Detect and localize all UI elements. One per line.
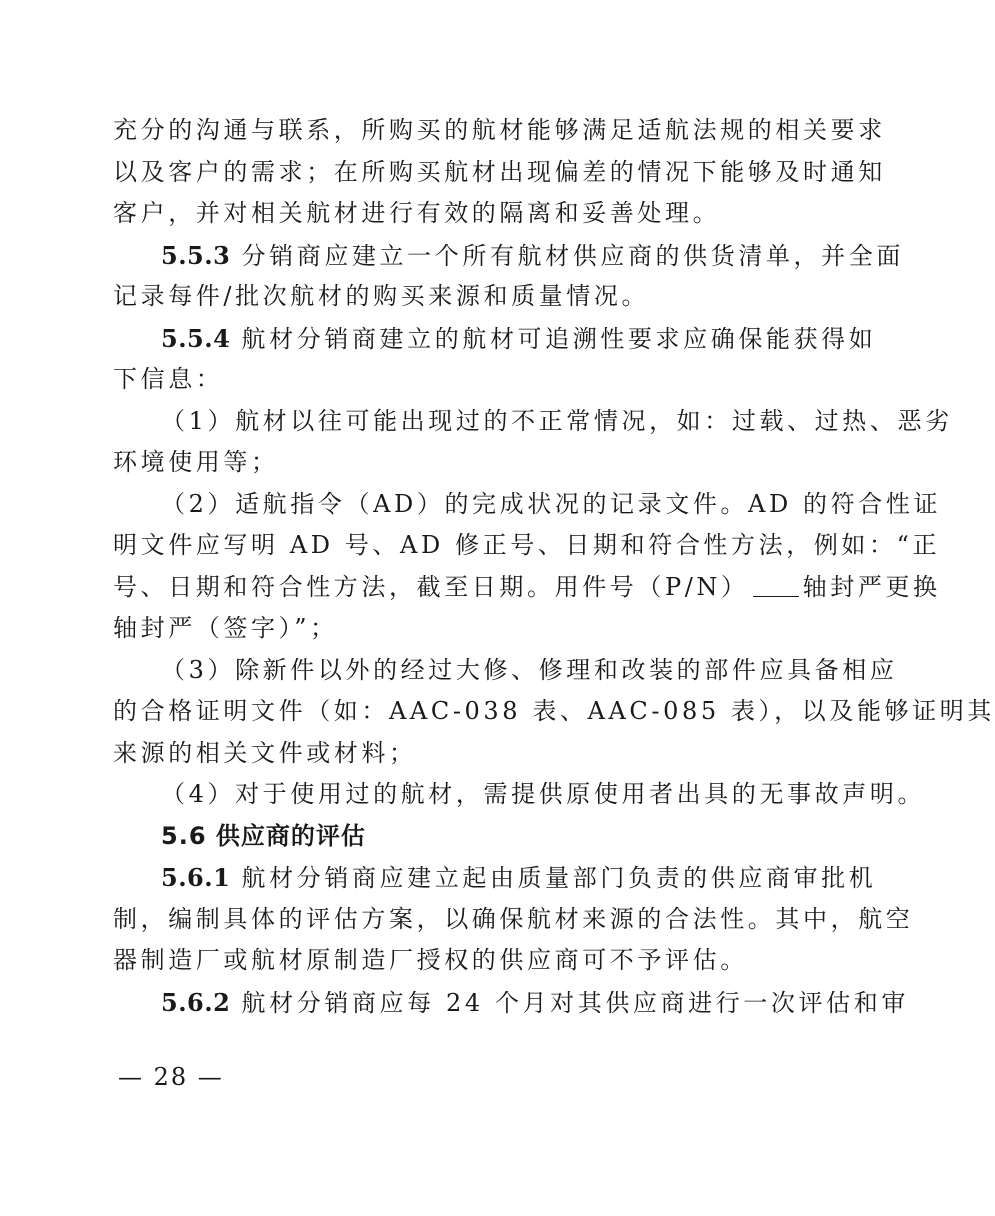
line-text: 轴封严更换: [802, 572, 941, 601]
paragraph-line: 下信息：: [113, 365, 224, 393]
paragraph-line: 制，编制具体的评估方案，以确保航材来源的合法性。其中，航空: [113, 904, 914, 933]
list-item-3: （3）除新件以外的经过大修、修理和改装的部件应具备相应: [161, 655, 898, 684]
clause-number: 5.5.3: [161, 240, 231, 270]
clause-5-5-3: [113, 235, 904, 277]
paragraph-line: 轴封严（签字）”；: [113, 614, 338, 642]
clause-number: 5.6.1: [161, 863, 231, 892]
paragraph-line: 以及客户的需求；在所购买航材出现偏差的情况下能够及时通知: [113, 157, 886, 186]
paragraph-line: 的合格证明文件（如：AAC-038 表、AAC-085 表），以及能够证明其: [113, 697, 995, 725]
clause-5-5-4: [113, 318, 877, 360]
paragraph-line: [113, 567, 941, 609]
clause-text: 分销商应建立一个所有航材供应商的供货清单，并全面: [230, 241, 904, 270]
paragraph-line: 客户，并对相关航材进行有效的隔离和妥善处理。: [113, 199, 721, 227]
clause-number: 5.5.4: [161, 323, 231, 353]
fill-in-blank: [753, 574, 799, 597]
paragraph-line: 来源的相关文件或材料；: [113, 738, 417, 767]
section-heading: 5.6 供应商的评估: [161, 821, 366, 850]
paragraph-line: 环境使用等；: [113, 448, 279, 476]
paragraph-line: 记录每件/批次航材的购买来源和质量情况。: [113, 282, 650, 310]
paragraph-line: 明文件应写明 AD 号、AD 修正号、日期和符合性方法，例如：“正: [113, 531, 941, 559]
clause-5-6-1: [113, 857, 877, 899]
paragraph-line: 充分的沟通与联系，所购买的航材能够满足适航法规的相关要求: [113, 116, 886, 144]
list-item-1: （1）航材以往可能出现过的不正常情况，如：过载、过热、恶劣: [161, 406, 953, 435]
line-text: 号、日期和符合性方法，截至日期。用件号（P/N）: [113, 572, 749, 601]
paragraph-line: 器制造厂或航材原制造厂授权的供应商可不予评估。: [113, 946, 748, 974]
clause-5-6-2: [113, 982, 909, 1024]
clause-text: 航材分销商应每 24 个月对其供应商进行一次评估和审: [230, 988, 909, 1017]
clause-text: 航材分销商应建立起由质量部门负责的供应商审批机: [230, 864, 877, 892]
clause-number: 5.6.2: [161, 987, 231, 1017]
list-item-4: （4）对于使用过的航材，需提供原使用者出具的无事故声明。: [161, 780, 926, 808]
page-number: — 28 —: [118, 1063, 224, 1091]
clause-text: 航材分销商建立的航材可追溯性要求应确保能获得如: [230, 324, 877, 353]
list-item-2: （2）适航指令（AD）的完成状况的记录文件。AD 的符合性证: [161, 489, 942, 518]
body-text: [113, 110, 995, 1023]
